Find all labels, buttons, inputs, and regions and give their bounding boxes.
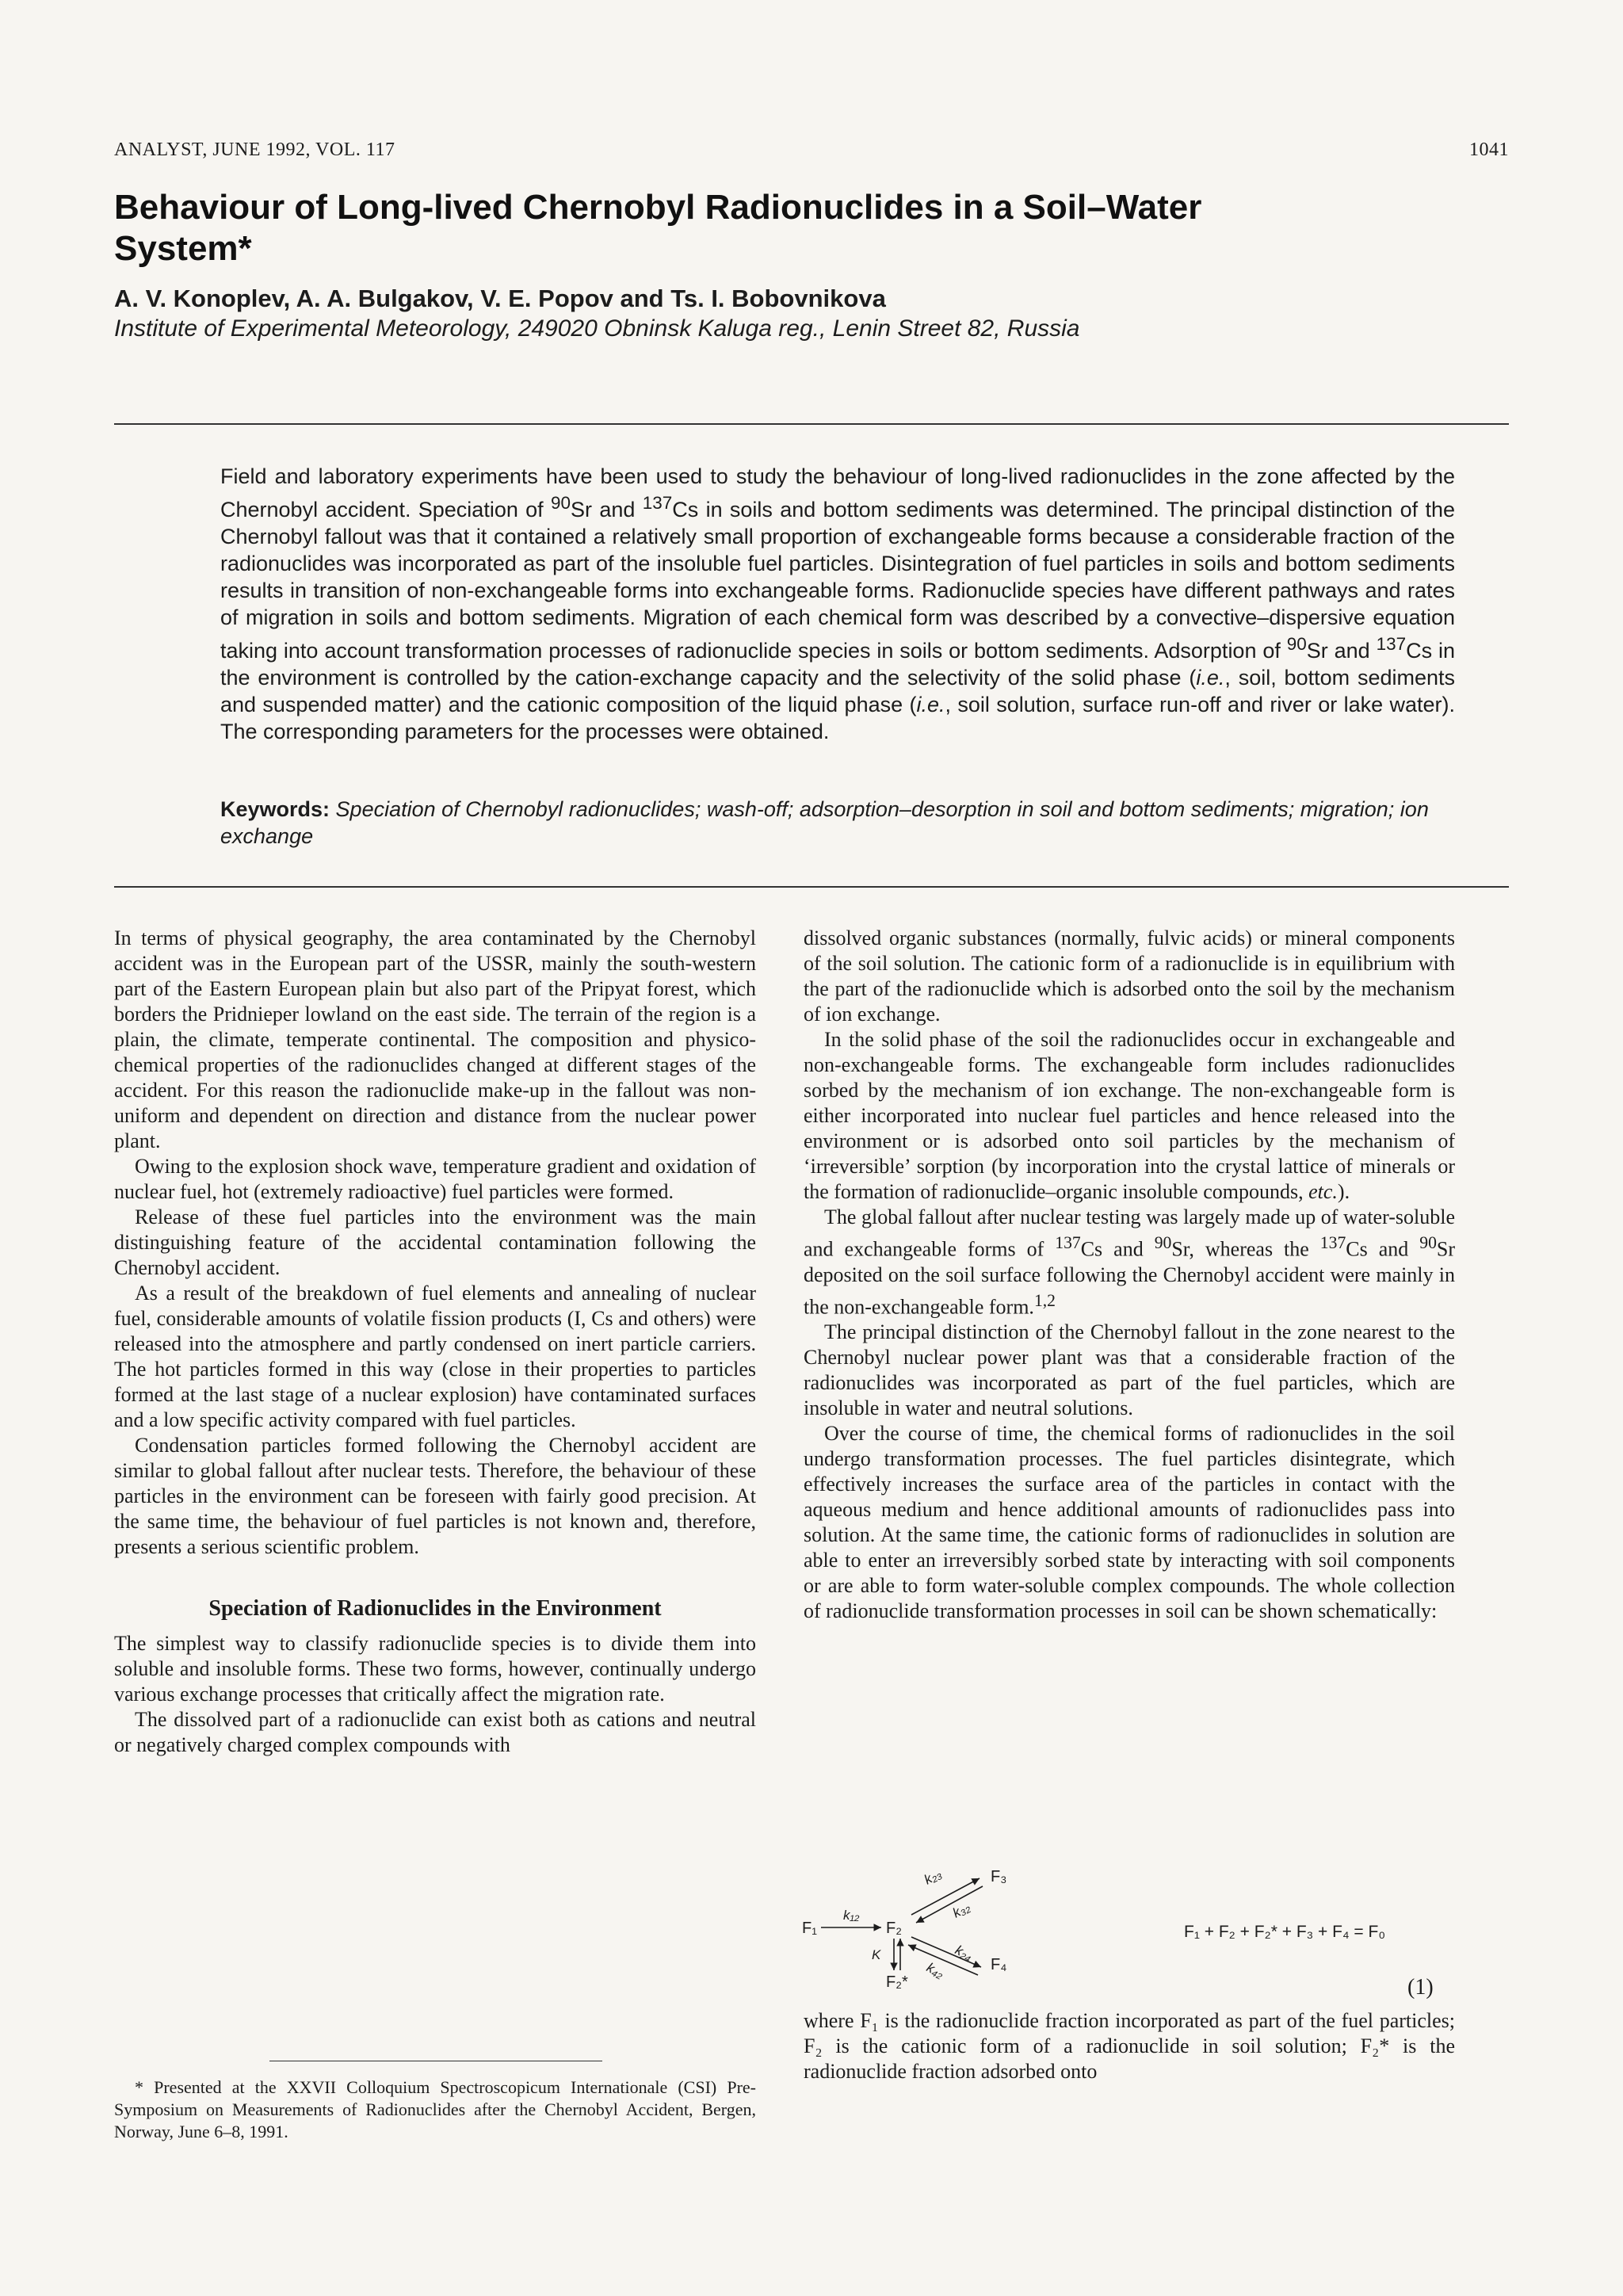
paragraph: Condensation particles formed following the Chernobyl accident are similar to global fallout after nuclear tests. Therefore, the behaviour of these particles in the environment can be foreseen with fairly good precision. At the same time, the behaviour of fuel particles is not known and, therefore, presents a serious scientific problem. [114,1434,756,1558]
abstract: Field and laboratory experiments have been used to study the behaviour of long-lived radionuclides in the zone affected by the Chernobyl accident. Speciation of $^{90}$Sr and $^{137}$Cs in soils and bottom sediments was determined. The principal distinction of the Chernobyl fallout was that it contained a relatively small proportion of exchangeable forms because a considerable fraction of the radionuclides was incorporated as part of the insoluble fuel particles. Disintegration of fuel particles in soils and bottom sediments results in transition of non-exchangeable forms into exchangeable forms. Radionuclide species have different pathways and rates of migration in soils and bottom sediments. Migration of each chemical form was described by a convective–dispersive equation taking into account transformation processes of radionuclide species in soils or bottom sediments. Adsorption of $^{90}$Sr and $^{137}$Cs in the environment is controlled by the cation-exchange capacity and the selectivity of the solid phase (i.e., soil, bottom sediments and suspended matter) and the cationic composition of the liquid phase (i.e., soil solution, surface run-off and river or lake water). The corresponding parameters for the processes were obtained. [220,464,1456,743]
scheme-k12: k₁₂ [843,1908,860,1923]
divider-bottom [114,886,1509,888]
paragraph: In the solid phase of the soil the radionuclides occur in exchangeable and non-exchangeable forms. The exchangeable form includes radionuclides sorbed by the mechanism of ion exchange. The non-exchangeable form is either incorporated into nuclear fuel particles and hence released into the environment or is adsorbed onto soil particles by the mechanism of ‘irreversible’ sorption (by incorporation into the crystal lattice of minerals or the formation of radionuclide–organic insoluble compounds, etc.). [804,1028,1455,1203]
paragraph: Owing to the explosion shock wave, temperature gradient and oxidation of nuclear fuel, hot (extremely radioactive) fuel particles were formed. [114,1155,756,1203]
scheme-f2star: F₂* [886,1973,908,1991]
running-head [114,139,1509,171]
scheme-k42: k₄₂ [924,1959,947,1981]
equation: F₁ + F₂ + F₂* + F₃ + F₄ = F₀ [1184,1923,1386,1941]
journal-citation: ANALYST, JUNE 1992, VOL. 117 [114,139,395,160]
scheme-diagram [792,1855,1078,1997]
paragraph: The global fallout after nuclear testing was largely made up of water-soluble and exchangeable forms of $^{137}$Cs and $^{90}$Sr, whereas the $^{137}$Cs and $^{90}$Sr deposited on the soil surface following the Chernobyl accident were mainly in the non-exchangeable form.$^{1,2}$ [804,1205,1456,1319]
footnote: * Presented at the XXVII Colloquium Spectroscopicum Internationale (CSI) Pre-Symposium on Measurements of Radionuclides after the Chernobyl Accident, Bergen, Norway, June 6–8, 1991. [114,2077,756,2141]
keywords-text: Speciation of Chernobyl radionuclides; wash-off; adsorption–desorption in soil and bottom sediments; migration; ion exchange [220,797,1429,848]
paragraph: In terms of physical geography, the area contaminated by the Chernobyl accident was in the European part of the USSR, mainly the south-western part of the Eastern European plain but also part of the Pripyat forest, which borders the Pridnieper lowland on the east side. The terrain of the region is a plain, the climate, temperate continental. The composition and physico-chemical properties of the radionuclides changed at different stages of the accident. For this reason the radionuclide make-up in the fallout was non-uniform and dependent on direction and distance from the nuclear power plant. [114,926,756,1152]
article-title [114,187,1414,269]
author-list: A. V. Konoplev, A. A. Bulgakov, V. E. Popov and Ts. I. Bobovnikova [114,285,886,312]
scheme-k: K [872,1947,881,1962]
scheme-f1: F₁ [802,1920,817,1937]
keywords [220,796,1455,850]
paragraph: where F₁ is the radionuclide fraction incorporated as part of the fuel particles; F₂ is the cationic form of a radionuclide in soil solution; F₂* is the radionuclide fraction adsorbed onto [804,2009,1455,2083]
scheme-f2: F₂ [886,1920,902,1937]
scheme-k23: k₂₃ [921,1866,945,1888]
title-line-2: System* [114,229,252,268]
scheme-k24: k₂₄ [953,1942,976,1964]
page-number: 1041 [1469,139,1509,160]
scheme-k32: k₃₂ [949,1899,973,1921]
paragraph: Release of these fuel particles into the environment was the main distinguishing feature of the accidental contamination following the Chernobyl accident. [114,1205,756,1279]
scheme-f4: F₄ [991,1956,1007,1973]
title-line-1: Behaviour of Long-lived Chernobyl Radionuclides in a Soil–Water [114,188,1202,227]
right-column-continued [804,2008,1455,2084]
paragraph: The simplest way to classify radionuclide species is to divide them into soluble and insoluble forms. These two forms, however, continually undergo various exchange processes that critically affect the migration rate. [114,1632,756,1706]
section-heading: Speciation of Radionuclides in the Environment [208,1596,662,1621]
divider-top [114,423,1509,425]
paragraph: The principal distinction of the Chernobyl fallout in the zone nearest to the Chernobyl nuclear power plant was that a considerable fraction of the radionuclides was incorporated as part of the fuel particles, which are insoluble in water and neutral solutions. [804,1320,1455,1420]
transformation-scheme [792,1855,1078,1997]
affiliation: Institute of Experimental Meteorology, 249020 Obninsk Kaluga reg., Lenin Street 82, Russia [114,315,1080,342]
paragraph: As a result of the breakdown of fuel elements and annealing of nuclear fuel, considerable amounts of volatile fission products (I, Cs and others) were released into the atmosphere and partly condensed on inert particle carriers. The hot particles formed in this way (close in their properties to particles formed at the last stage of a nuclear explosion) have contaminated surfaces and a low specific activity compared with fuel particles. [114,1282,756,1431]
paragraph: The dissolved part of a radionuclide can exist both as cations and neutral or negatively charged complex compounds with [114,1708,756,1756]
equation-number: (1) [1407,1975,1434,2000]
paragraph: dissolved organic substances (normally, fulvic acids) or mineral components of the soil solution. The cationic form of a radionuclide is in equilibrium with the part of the radionuclide which is adsorbed onto the soil by the mechanism of ion exchange. [804,926,1455,1026]
left-column [114,926,756,1758]
arrow-k32 [916,1886,983,1923]
scheme-f3: F₃ [991,1868,1007,1885]
paragraph: Over the course of time, the chemical forms of radionuclides in the soil undergo transformation processes. The fuel particles disintegrate, which effectively increases the surface area of the particles in contact with the aqueous medium and hence additional amounts of radionuclides pass into solution. At the same time, the cationic forms of radionuclides in solution are able to enter an irreversibly sorbed state by interacting with soil components or are able to form water-soluble complex compounds. The whole collection of radionuclide transformation processes in soil can be shown schematically: [804,1422,1455,1623]
keywords-label: Keywords: [220,797,330,821]
right-column [804,926,1455,1624]
